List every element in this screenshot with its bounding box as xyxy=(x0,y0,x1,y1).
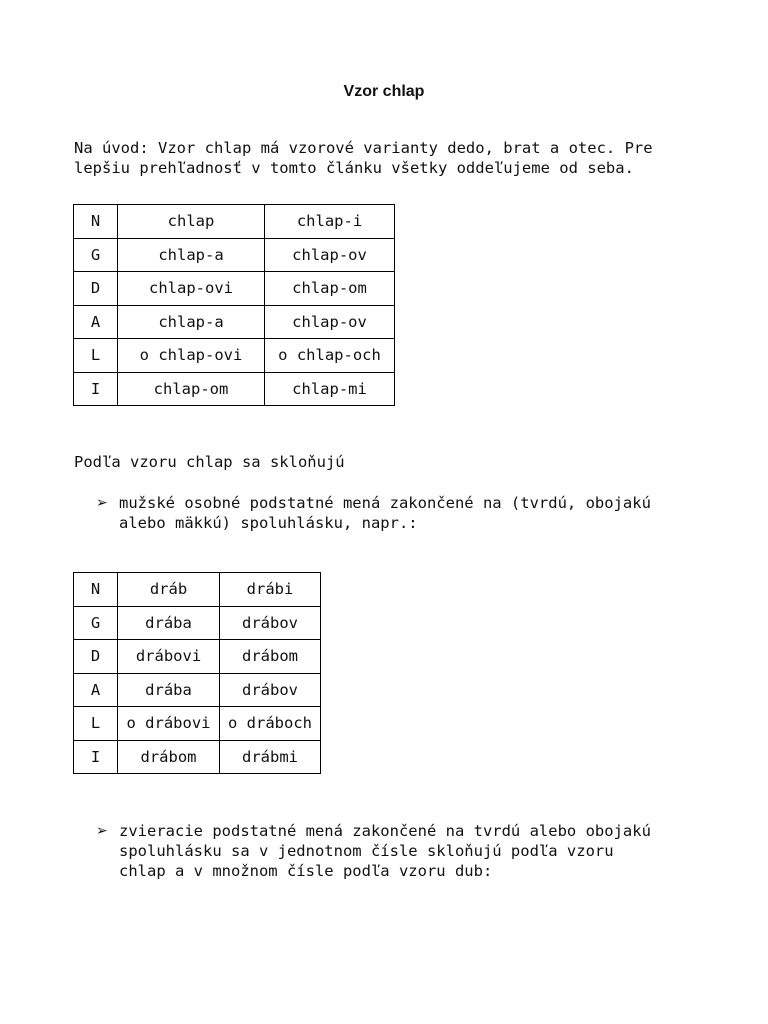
table-row xyxy=(74,707,321,741)
plural-cell: drábmi xyxy=(220,740,321,774)
singular-cell: chlap-a xyxy=(118,305,265,339)
case-cell: A xyxy=(74,305,118,339)
table-row xyxy=(74,740,321,774)
table-row xyxy=(74,673,321,707)
bullet-item xyxy=(96,493,716,533)
singular-cell: chlap-ovi xyxy=(118,272,265,306)
plural-cell: chlap-ov xyxy=(265,305,395,339)
table-row xyxy=(74,606,321,640)
case-cell: I xyxy=(74,372,118,406)
table-row xyxy=(74,238,395,272)
chlap-declension-table xyxy=(73,204,395,406)
intro-line: Na úvod: Vzor chlap má vzorové varianty dedo, brat a otec. Pre xyxy=(74,139,653,157)
case-cell: G xyxy=(74,606,118,640)
bullet-item xyxy=(96,821,716,881)
singular-cell: dráb xyxy=(118,573,220,607)
singular-cell: drábovi xyxy=(118,640,220,674)
singular-cell: chlap xyxy=(118,205,265,239)
case-cell: D xyxy=(74,640,118,674)
plural-cell: chlap-ov xyxy=(265,238,395,272)
arrow-bullet-icon: ➢ xyxy=(96,823,108,839)
table-row xyxy=(74,573,321,607)
arrow-bullet-icon: ➢ xyxy=(96,495,108,511)
plural-cell: chlap-i xyxy=(265,205,395,239)
intro-line: lepšiu prehľadnosť v tomto článku všetky oddeľujeme od seba. xyxy=(74,159,634,177)
singular-cell: drába xyxy=(118,606,220,640)
drab-declension-table xyxy=(73,572,321,774)
singular-cell: o drábovi xyxy=(118,707,220,741)
plural-cell: drábi xyxy=(220,573,321,607)
section-heading: Podľa vzoru chlap sa skloňujú xyxy=(74,453,345,471)
bullet-line: spoluhlásku sa v jednotnom čísle skloňujú podľa vzoru xyxy=(119,842,614,860)
plural-cell: chlap-om xyxy=(265,272,395,306)
table-row xyxy=(74,339,395,373)
singular-cell: drába xyxy=(118,673,220,707)
plural-cell: o dráboch xyxy=(220,707,321,741)
plural-cell: drábom xyxy=(220,640,321,674)
bullet-line: chlap a v množnom čísle podľa vzoru dub: xyxy=(119,862,493,880)
case-cell: L xyxy=(74,707,118,741)
table-row xyxy=(74,372,395,406)
singular-cell: drábom xyxy=(118,740,220,774)
case-cell: N xyxy=(74,205,118,239)
case-cell: L xyxy=(74,339,118,373)
bullet-line: mužské osobné podstatné mená zakončené na (tvrdú, obojakú xyxy=(119,494,651,512)
singular-cell: chlap-a xyxy=(118,238,265,272)
table-row xyxy=(74,272,395,306)
table-row xyxy=(74,305,395,339)
bullet-text xyxy=(119,821,716,881)
page-title: Vzor chlap xyxy=(343,83,425,100)
table-row xyxy=(74,640,321,674)
bullet-text xyxy=(119,493,716,533)
bullet-line: zvieracie podstatné mená zakončené na tvrdú alebo obojakú xyxy=(119,822,651,840)
plural-cell: chlap-mi xyxy=(265,372,395,406)
case-cell: G xyxy=(74,238,118,272)
case-cell: I xyxy=(74,740,118,774)
case-cell: D xyxy=(74,272,118,306)
singular-cell: o chlap-ovi xyxy=(118,339,265,373)
plural-cell: drábov xyxy=(220,673,321,707)
case-cell: A xyxy=(74,673,118,707)
plural-cell: o chlap-och xyxy=(265,339,395,373)
plural-cell: drábov xyxy=(220,606,321,640)
table-row xyxy=(74,205,395,239)
bullet-line: alebo mäkkú) spoluhlásku, napr.: xyxy=(119,514,418,532)
singular-cell: chlap-om xyxy=(118,372,265,406)
case-cell: N xyxy=(74,573,118,607)
intro-paragraph xyxy=(74,138,714,178)
